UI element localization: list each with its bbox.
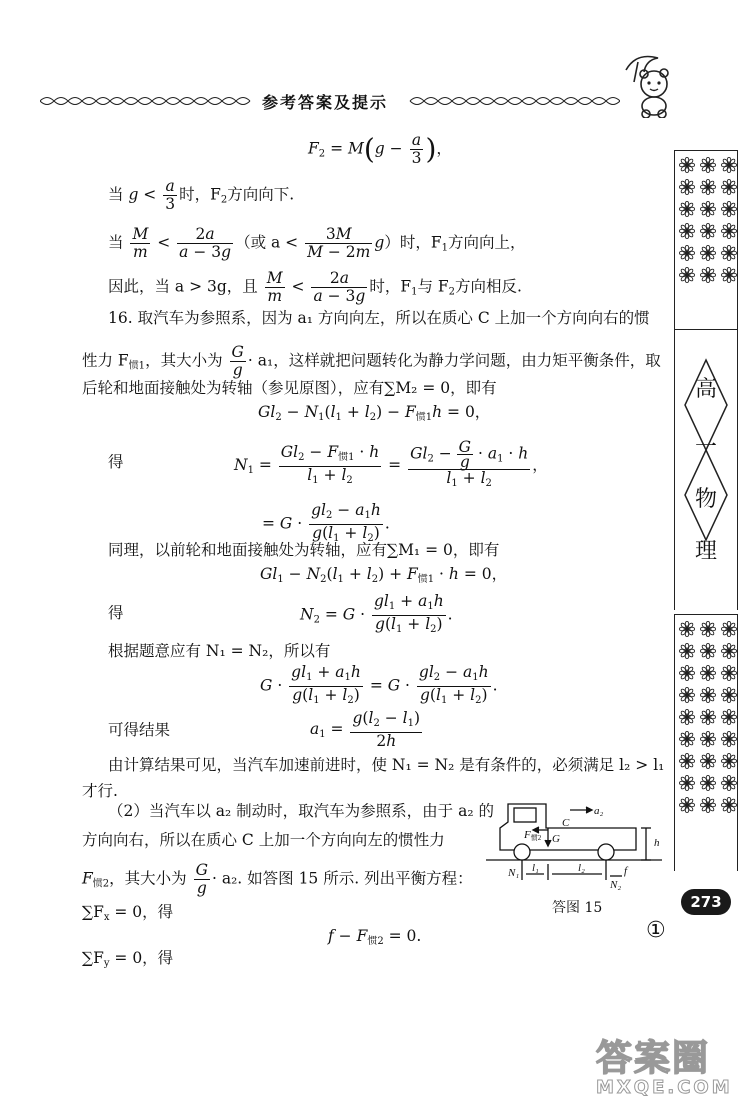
flower-icon (721, 709, 737, 725)
label-l1: l₁ (532, 862, 539, 874)
label-h: h (654, 837, 660, 849)
flower-icon (679, 223, 695, 239)
header-title: 参考答案及提示 (262, 93, 389, 112)
flower-icon (700, 267, 716, 283)
part-2-line-3: $F_{惯2}$，其大小为 $\frac{G}{g}$ · a₂. 如答图 15 所示. 列出平衡方程： (82, 861, 473, 897)
part-2-line-1: （2）当汽车以 a₂ 制动时，取汽车为参照系，由于 a₂ 的 (108, 802, 494, 820)
flower-icon (700, 245, 716, 261)
label-c: C (562, 817, 570, 829)
flower-icon (700, 687, 716, 703)
flower-icon (721, 665, 737, 681)
label-a2: a₂ (594, 805, 604, 817)
sidebar-char-4: 理 (695, 539, 718, 564)
flower-icon (700, 179, 716, 195)
flower-icon (679, 621, 695, 637)
conclusion-line-2: 才行. (82, 782, 118, 800)
sidebar-title-panel (674, 330, 738, 610)
equation-friction: $f - F_{惯2} = 0$. (328, 927, 422, 947)
flower-icon (700, 643, 716, 659)
conclusion-line-1: 由计算结果可见，当汽车加速前进时，使 N₁ = N₂ 是有条件的，必须满足 l₂ > l₁ (108, 756, 665, 774)
label-n2: N₂ (610, 879, 622, 890)
flower-icon (700, 223, 716, 239)
flower-icon (679, 201, 695, 217)
equation-n1-simplified: = G · $\frac{gl_2 - a_1h}{g(l_1 + l_2)}$ . (262, 501, 390, 544)
page-number: 273 (681, 889, 731, 915)
watermark (596, 1030, 746, 1096)
flower-icon (679, 775, 695, 791)
flower-icon (700, 621, 716, 637)
sidebar-char-2: 一 (695, 435, 718, 460)
rear-wheel (514, 844, 530, 860)
condition-line-3: 因此，当 a > 3g，且 $\frac{M}{m}$ < $\frac{2a}{a - 3g}$ 时，$F_1$与 $F_2$方向相反. (108, 269, 522, 305)
flower-icon (721, 731, 737, 747)
problem-16-line-3: 后轮和地面接触处为转轴（参见原图），应有∑M₂ = 0，即有 (82, 379, 497, 397)
problem-16-line-1: 16. 取汽车为参照系，因为 a₁ 方向向左，所以在质心 C 上加一个方向向右的惯 (108, 309, 650, 327)
part-2-line-2: 方向向右，所以在质心 C 上加一个方向向左的惯性力 (82, 831, 445, 849)
flower-icon (721, 687, 737, 703)
flower-icon (721, 643, 737, 659)
sum-fx-line: $\sum F_x = 0$，得 (82, 903, 174, 923)
flower-icon (721, 201, 737, 217)
watermark-line-2: MXQE.COM (596, 1077, 733, 1098)
front-wheel (598, 844, 614, 860)
similar-line: 同理，以前轮和地面接触处为转轴，应有∑M₁ = 0，即有 (108, 541, 500, 559)
flower-icon (721, 179, 737, 195)
equation-n2: $N_2 = G$ · $\frac{gl_1 + a_1h}{g(l_1 + l_2)}$ . (300, 592, 453, 635)
flower-icon (721, 797, 737, 813)
flower-icon (700, 709, 716, 725)
sidebar-char-1: 高 (695, 377, 718, 402)
equation-n1-equals-n2: G · $\frac{gl_1 + a_1h}{g(l_1 + l_2)}$ = G · $\frac{gl_2 - a_1h}{g(l_1 + l_2)}$ . (260, 663, 498, 706)
flower-icon (679, 157, 695, 173)
condition-line-1: 当 g < $\frac{a}{3}$ 时，$F_2$方向向下. (108, 177, 295, 213)
flower-icon (679, 731, 695, 747)
flower-icon (700, 731, 716, 747)
flower-icon (700, 753, 716, 769)
circled-mark: ① (646, 918, 666, 943)
truck-window (514, 808, 536, 822)
flower-icon (679, 665, 695, 681)
flower-icon (679, 179, 695, 195)
flower-icon (679, 797, 695, 813)
flower-icon (721, 157, 737, 173)
label-de-2: 得 (108, 604, 124, 622)
condition-line-2: 当 $\frac{M}{m}$ < $\frac{2a}{a - 3g}$ （或 a < $\frac{3M}{M - 2m}$ g）时，$F_1$方向向上， (108, 225, 526, 261)
sidebar-flower-panel-bottom (674, 614, 738, 871)
flower-icon (700, 797, 716, 813)
equation-n1: $N_1$ = $\frac{Gl_2 - F_{惯1} \cdot h}{l_1 + l_2}$ = $Gl_2$ − $\frac{G}{g}$ · $a_1 \cdot h$ $l_1 + l_2$ ， (234, 438, 548, 489)
flower-icon (721, 245, 737, 261)
flower-icon (679, 267, 695, 283)
equation-moment-m1: $Gl_1 - N_2(l_1 + l_2) + F_{惯1} \cdot h = 0$， (260, 565, 508, 585)
mascot-bear-umbrella-icon (616, 48, 678, 118)
equation-a1: $a_1$ = $\frac{g(l_2 - l_1)}{2h}$ (310, 709, 421, 750)
label-g: G (552, 833, 560, 845)
flower-icon (721, 753, 737, 769)
flower-icon (721, 621, 737, 637)
label-n1: N₁ (508, 867, 520, 879)
watermark-line-1: 答案圈 (596, 1038, 711, 1079)
problem-16-line-2: 性力 $F_{惯1}$，其大小为 $\frac{G}{g}$ · a₁，这样就把问题转化为静力学问题，由力矩平衡条件，取 (82, 343, 661, 379)
flower-icon (700, 201, 716, 217)
label-l2: l₂ (578, 862, 585, 874)
flower-icon (679, 687, 695, 703)
flower-icon (679, 709, 695, 725)
sidebar-flower-panel-top (674, 150, 738, 330)
flower-icon (700, 665, 716, 681)
flower-icon (679, 643, 695, 659)
according-line: 根据题意应有 N₁ = N₂，所以有 (108, 642, 331, 660)
flower-icon (721, 775, 737, 791)
label-f: f (624, 865, 628, 877)
label-de-1: 得 (108, 453, 124, 471)
label-f-inertial: F惯2 (524, 829, 542, 842)
figure-caption: 答图 15 (552, 900, 603, 916)
flower-icon (700, 157, 716, 173)
result-label: 可得结果 (108, 721, 171, 739)
flower-icon (679, 753, 695, 769)
flower-icon (700, 775, 716, 791)
sum-fy-line: $\sum F_y = 0$，得 (82, 949, 174, 969)
truck-diagram (486, 794, 672, 890)
flower-icon (679, 245, 695, 261)
flower-icon (721, 223, 737, 239)
flower-icon (721, 267, 737, 283)
equation-moment-m2: $Gl_2 - N_1(l_1 + l_2) - F_{惯1}h = 0$， (258, 403, 491, 423)
sidebar-char-3: 物 (695, 487, 718, 512)
equation-f2: $F_2 = M(g$ − $\frac{a}{3}$ )， (308, 131, 452, 167)
